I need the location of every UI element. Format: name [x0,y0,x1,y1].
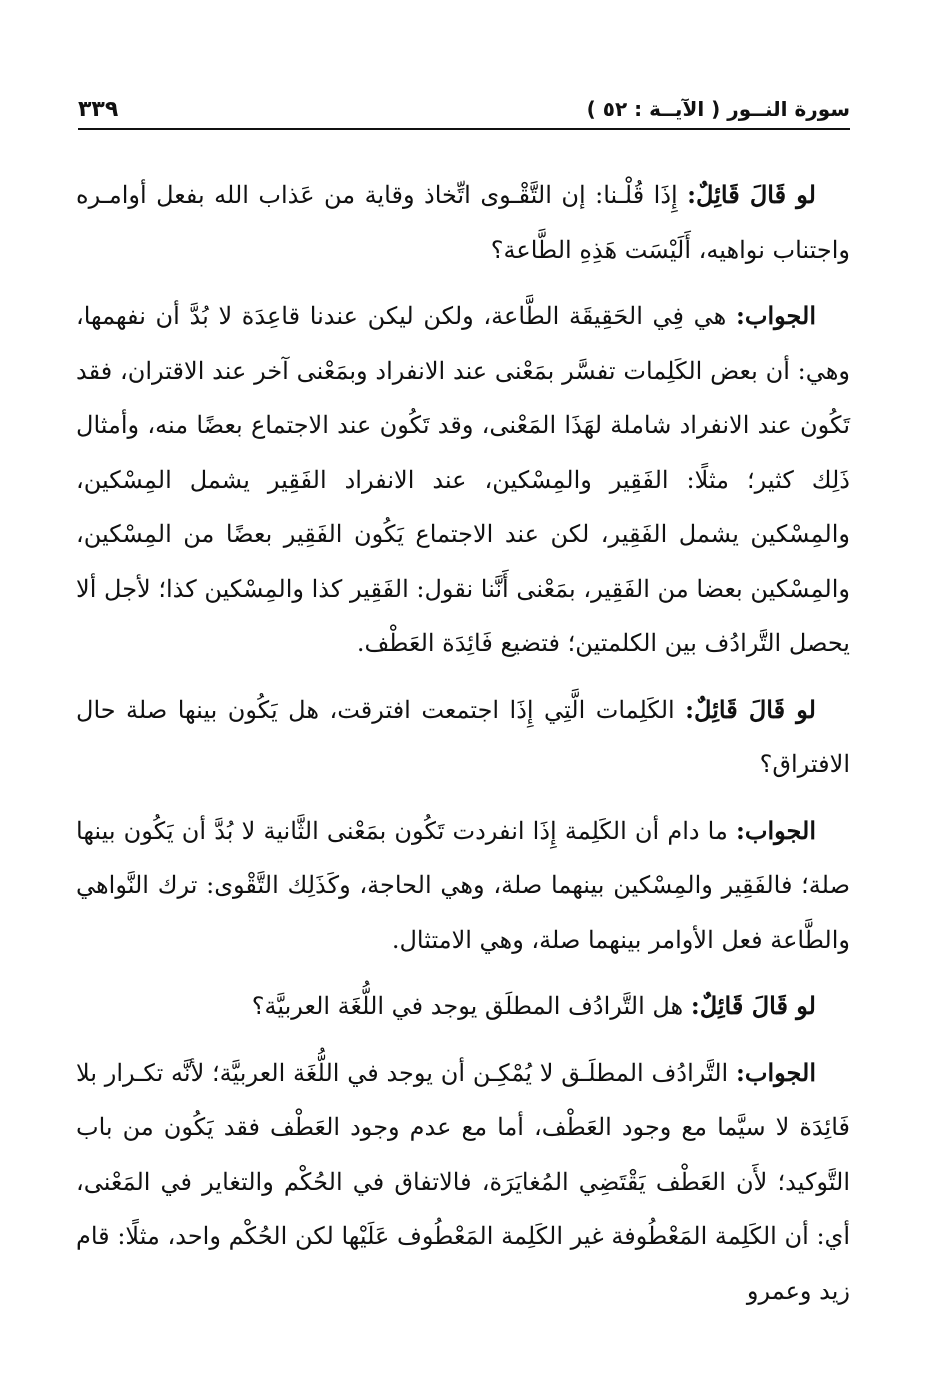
paragraph-lead: الجواب: [736,815,816,845]
paragraph-lead: الجواب: [736,1057,816,1087]
paragraph-answer-3 [76,1046,850,1319]
paragraph-text: هل التَّرادُف المطلَق يوجد في اللُّغَة العربيَّة؟ [251,992,691,1020]
paragraph-lead: لو قَالَ قَائِلٌ: [687,180,816,209]
paragraph-lead: الجواب: [736,301,816,330]
header-rule [78,128,850,130]
paragraph-answer-1 [76,289,850,671]
paragraph-lead: لو قَالَ قَائِلٌ: [685,694,816,724]
page-header [78,92,850,126]
paragraph-text: إِذَا قُلْـنا: إن التَّقْـوى اتِّخاذ وقاية من عَذاب الله بفعل أوامـره واجتناب نواهيه، أَلَيْسَت هَذِهِ الطَّاعة؟ [76,181,850,264]
paragraph-text: التَّرادُف المطلَـق لا يُمْكِـن أن يوجد في اللُّغَة العربيَّة؛ لأنَّه تكـرار بلا فَائِدَة لا سيَّما مع وجود العَطْف، أما مع عدم وجود العَطْف فقد يَكُون من باب التَّوكيد؛ لأَن العَطْف يَقْتَضِي المُغايَرَة، فالاتفاق في الحُكْم والتغاير في المَعْنى، أي: أن الكَلِمة المَعْطُوفة غير الكَلِمة المَعْطُوف عَلَيْها لكن الحُكْم واحد، مثلًا: قام زيد وعمرو [76,1058,850,1305]
page-body [76,168,850,1330]
paragraph-question-2 [76,683,850,792]
paragraph-lead: لو قَالَ قَائِلٌ: [690,991,816,1020]
paragraph-answer-2 [76,804,850,968]
running-title: سورة النــور ( الآيــة : ٥٢ ) [586,97,850,121]
paragraph-question-3 [76,979,850,1034]
paragraph-text: ما دام أن الكَلِمة إِذَا انفردت تَكُون بمَعْنى الثَّانية لا بُدَّ أن يَكُون بينها صلة؛ فالفَقِير والمِسْكين بينهما صلة، وهي الحاجة، وكَذَلِك التَّقْوى: ترك النَّواهي والطَّاعة فعل الأوامر بينهما صلة، وهي الامتثال. [76,816,850,954]
paragraph-text: الكَلِمات الَّتِي إِذَا اجتمعت افترقت، هل يَكُون بينها صلة حال الافتراق؟ [76,695,850,778]
page-number: ٣٣٩ [78,96,119,122]
paragraph-text: هي فِي الحَقِيقَة الطَّاعة، ولكن ليكن عندنا قاعِدَة لا بُدَّ أن نفهمها، وهي: أن بعض الكَلِمات تفسَّر بمَعْنى عند الانفراد وبمَعْنى آخر عند الاقتران، فقد تَكُون عند الانفراد شاملة لهَذَا المَعْنى، وقد تَكُون عند الاجتماع بعضًا منه، وأمثال ذَلِك كثير؛ مثلًا: الفَقِير والمِسْكين، عند الانفراد الفَقِير يشمل المِسْكين، والمِسْكين يشمل الفَقِير، لكن عند الاجتماع يَكُون الفَقِير بعضًا من المِسْكين، والمِسْكين بعضا من الفَقِير، بمَعْنى أَنَّنا نقول: الفَقِير كذا والمِسْكين كذا؛ لأجل ألا يحصل التَّرادُف بين الكلمتين؛ فتضيع فَائِدَة العَطْف. [76,302,850,657]
paragraph-question-1 [76,168,850,277]
